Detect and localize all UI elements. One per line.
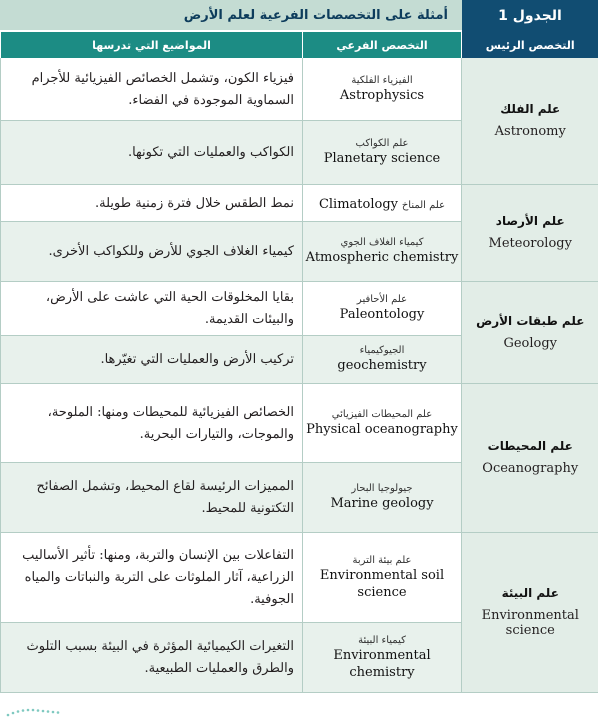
topic-text: تركيب الأرض والعمليات التي تغيّرها. [100, 352, 294, 367]
sub-discipline-en: Environmental chemistry [333, 647, 431, 680]
topic-cell [1, 281, 303, 335]
sub-discipline-cell [303, 462, 462, 532]
sub-discipline-cell [303, 58, 462, 120]
sub-discipline-en: Paleontology [339, 307, 425, 322]
sub-discipline-ar: علم المحيطات الفيزيائي [331, 408, 433, 420]
topic-text: الخصائص الفيزيائية للمحيطات ومنها: الملوحة، والموجات، والتيارات البحرية. [47, 404, 294, 442]
sub-discipline-ar: الفيزياء الفلكية [351, 74, 413, 86]
main-discipline-cell [462, 184, 598, 281]
sub-discipline-cell [303, 281, 462, 335]
topic-text: التفاعلات بين الإنسان والتربة، ومنها: تأثير الأساليب الزراعية، آثار الملوثات على التربة والنباتات والمياه الجوفية. [22, 548, 294, 607]
topic-cell [1, 532, 303, 622]
sub-discipline-en: Climatology [318, 196, 398, 212]
main-discipline-en: Geology [503, 335, 558, 351]
sub-discipline-en: Astrophysics [339, 87, 425, 103]
topic-cell [1, 184, 303, 221]
topic-cell [1, 622, 303, 692]
sub-discipline-ar: علم المناخ [401, 199, 446, 211]
topic-text: التغيرات الكيميائية المؤثرة في البيئة بسبب التلوث والطرق والعمليات الطبيعية. [26, 639, 294, 676]
sub-discipline-cell [303, 383, 462, 462]
table-row [1, 58, 598, 120]
table-row [1, 532, 598, 622]
sub-discipline-cell [303, 184, 462, 221]
main-discipline-ar: علم البيئة [501, 586, 559, 600]
decorative-dots-icon [4, 706, 64, 717]
sub-discipline-cell [303, 221, 462, 281]
sub-discipline-ar: كيمياء الغلاف الجوي [340, 237, 424, 248]
sub-discipline-en: Atmospheric chemistry [305, 250, 459, 265]
sub-discipline-cell [303, 622, 462, 692]
main-discipline-cell [462, 383, 598, 532]
main-discipline-en: Oceanography [482, 461, 579, 476]
topic-cell [1, 335, 303, 383]
topic-text: الكواكب والعمليات التي تكونها. [127, 145, 294, 160]
header-row [1, 32, 598, 58]
table-title-bar [0, 0, 598, 32]
sub-discipline-cell [303, 532, 462, 622]
topic-text: المميزات الرئيسة لقاع المحيط، وتشمل الصفائح التكتونية للمحيط. [36, 479, 294, 516]
header-sub: التخصص الفرعي [303, 32, 462, 58]
main-discipline-ar: علم المحيطات [487, 439, 573, 453]
sub-discipline-cell [303, 335, 462, 383]
main-discipline-cell [462, 58, 598, 184]
main-discipline-cell [462, 281, 598, 383]
topic-cell [1, 120, 303, 184]
sub-discipline-en: Environmental soil science [319, 567, 445, 600]
topic-cell [1, 221, 303, 281]
sub-discipline-cell [303, 120, 462, 184]
header-main: التخصص الرئيس [462, 32, 598, 58]
sub-discipline-en: Marine geology [330, 496, 434, 511]
topic-text: كيمياء الغلاف الجوي للأرض وللكواكب الأخرى. [48, 244, 294, 259]
main-discipline-en: Astronomy [494, 124, 566, 140]
subdisciplines-table [0, 32, 598, 693]
sub-discipline-ar: جيولوجيا البحار [351, 483, 413, 494]
main-discipline-ar: علم طبقات الأرض [476, 313, 585, 328]
sub-discipline-ar: كيمياء البيئة [358, 634, 406, 646]
main-discipline-ar: علم الأرصاد [495, 214, 565, 228]
sub-discipline-ar: علم الكواكب [355, 138, 409, 149]
topic-text: نمط الطقس خلال فترة زمنية طويلة. [94, 195, 294, 211]
table-number-badge: الجدول 1 [462, 0, 598, 32]
main-discipline-en: Environmental science [481, 608, 579, 638]
topic-cell [1, 383, 303, 462]
sub-discipline-en: Planetary science [323, 151, 441, 166]
table-row [1, 281, 598, 335]
topic-cell [1, 58, 303, 120]
main-discipline-cell [462, 532, 598, 692]
sub-discipline-inline [319, 197, 445, 211]
sub-discipline-ar: علم الأحافير [356, 294, 408, 305]
main-discipline-ar: علم الفلك [500, 102, 561, 117]
header-topics: المواضيع التي تدرسها [1, 32, 303, 58]
topic-cell [1, 462, 303, 532]
table-title: أمثلة على التخصصات الفرعية لعلم الأرض [0, 0, 462, 32]
topic-text: بقايا المخلوقات الحية التي عاشت على الأرض، والبيئات القديمة. [45, 290, 294, 327]
sub-discipline-ar: علم بيئة التربة [352, 554, 412, 566]
sub-discipline-en: geochemistry [337, 358, 427, 373]
table-row [1, 383, 598, 462]
main-discipline-en: Meteorology [488, 236, 572, 251]
sub-discipline-en: Physical oceanography [306, 421, 458, 437]
topic-text: فيزياء الكون، وتشمل الخصائص الفيزيائية للأجرام السماوية الموجودة في الفضاء. [31, 70, 294, 108]
table-row [1, 184, 598, 221]
sub-discipline-ar: الجيوكيمياء [359, 345, 405, 356]
